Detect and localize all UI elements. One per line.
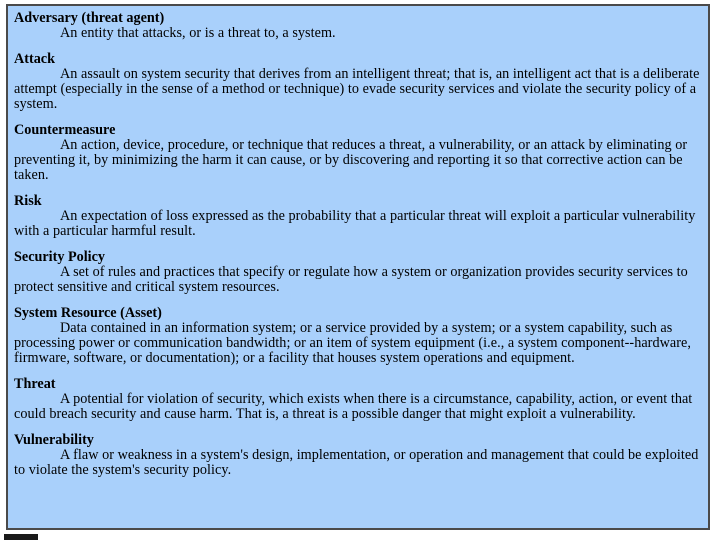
glossary-term: Vulnerability <box>14 432 94 448</box>
glossary-term: Security Policy <box>14 249 106 265</box>
glossary-entry-vulnerability <box>14 433 700 478</box>
glossary-definition: A flaw or weakness in a system's design, implementation, or operation and management that could be exploited to violate the system's security policy. <box>14 447 699 478</box>
glossary-entry-security-policy <box>14 250 700 295</box>
glossary-panel <box>6 4 710 530</box>
glossary-definition: An entity that attacks, or is a threat to, a system. <box>60 25 336 41</box>
glossary-term: Attack <box>14 51 55 67</box>
glossary-definition: An action, device, procedure, or technique that reduces a threat, a vulnerability, or an attack by eliminating or preventing it, by minimizing the harm it can cause, or by discovering and reporting it so that corrective action can be taken. <box>14 137 688 183</box>
glossary-definition: An expectation of loss expressed as the probability that a particular threat will exploit a particular vulnerability with a particular harmful result. <box>14 208 696 239</box>
glossary-entry-adversary <box>14 11 700 41</box>
glossary-entry-threat <box>14 377 700 422</box>
glossary-entry-system-resource <box>14 306 700 366</box>
glossary-definition: A potential for violation of security, which exists when there is a circumstance, capability, action, or event that could breach security and cause harm. That is, a threat is a possible danger that might exploit a vulnerability. <box>14 391 693 422</box>
glossary-term: Countermeasure <box>14 122 116 138</box>
glossary-term: Adversary (threat agent) <box>14 10 165 26</box>
glossary-term: Risk <box>14 193 42 209</box>
glossary-definition: Data contained in an information system; or a service provided by a system; or a system capability, such as processing power or communication bandwidth; or an item of system equipment (i.e., a system component--hardware, firmware, software, or documentation); or a facility that houses system operations and equipment. <box>14 320 691 366</box>
glossary-entry-countermeasure <box>14 123 700 183</box>
glossary-term: Threat <box>14 376 56 392</box>
glossary-definition: An assault on system security that derives from an intelligent threat; that is, an intelligent act that is a deliberate attempt (especially in the sense of a method or technique) to evade security services and violate the security policy of a system. <box>14 66 700 112</box>
glossary-entry-attack <box>14 52 700 112</box>
glossary-entry-risk <box>14 194 700 239</box>
glossary-term: System Resource (Asset) <box>14 305 162 321</box>
glossary-definition: A set of rules and practices that specify or regulate how a system or organization provides security services to protect sensitive and critical system resources. <box>14 264 688 295</box>
slide-corner-mark <box>4 534 38 540</box>
